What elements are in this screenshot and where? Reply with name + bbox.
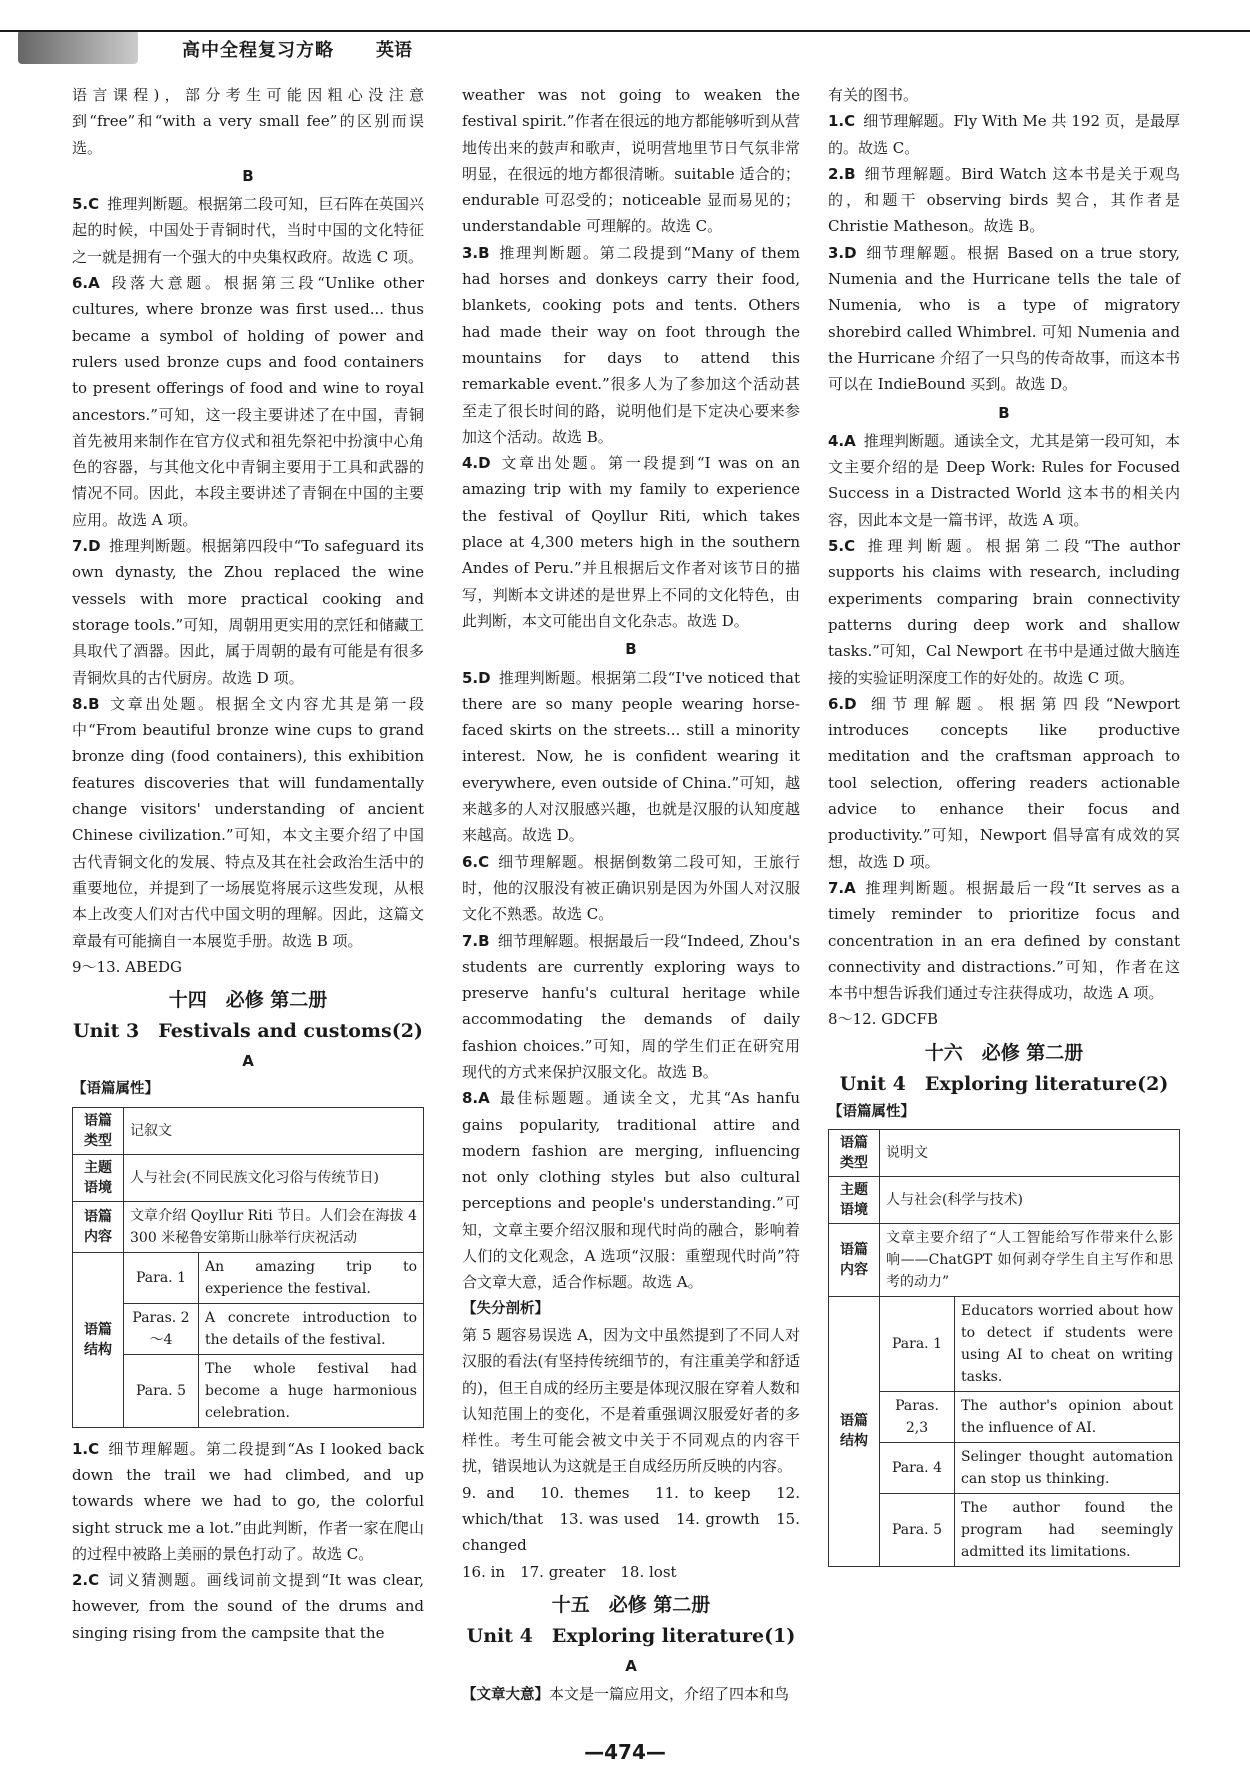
answer-explanation-item xyxy=(828,875,1180,1006)
explanation-text: 词义猜测题。画线词前文提到“It was clear, however, from the sound of the drums and singing rising from the campsite that the xyxy=(72,1571,424,1642)
explanation-text: 推理判断题。通读全文，尤其是第一段可知，本文主要介绍的是 Deep Work: Rules for Focused Success in a Distracted World 这本书的相关内容，因此本文是一篇书评，故选 A 项。 xyxy=(828,431,1180,529)
attribute-tag: 【语篇属性】 xyxy=(72,1081,159,1098)
table-key: 语篇类型 xyxy=(73,1107,124,1154)
question-number: 5. xyxy=(828,537,845,556)
explanation-text: 细节理解题。根据第四段“Newport introduces concepts like productive meditation and the craftsman approach to tool selection, offering readers actionable advice to enhance their focus and productivity.”可知，Newport 倡导富有成效的冥想，故选 D 项。 xyxy=(828,694,1180,871)
table-value: 人与社会(科学与技术) xyxy=(880,1176,1180,1223)
book-title: 高中全程复习方略 xyxy=(182,40,334,61)
explanation-text: 细节理解题。Fly With Me 共 192 页，是最厚的。故选 C。 xyxy=(828,112,1180,157)
answer-line: 16. in 17. greater 18. lost xyxy=(462,1562,677,1581)
explanation-text: 文章出处题。根据全文内容尤其是第一段中“From beautiful bronze wine cups to grand bronze ding (food containers), this exhibition features discoveries that will fundamentally change visitors' understanding of ancient Chinese civilization.”可知，本文主要介绍了中国古代青铜文化的发展、特点及其在社会政治生活中的重要地位，并提到了一场展览将展示这些发现，从根本上改变人们对古代中国文明的理解。因此，这篇文章最有可能摘自一本展览手册。故选 B 项。 xyxy=(72,694,424,950)
question-number: 2. xyxy=(828,164,845,183)
table-desc: The whole festival had become a huge harmonious celebration. xyxy=(199,1354,424,1427)
question-number: 6. xyxy=(828,694,845,713)
answer-letter: C xyxy=(88,1571,100,1590)
explanation-text: 细节理解题。Bird Watch 这本书是关于观鸟的，和题干 observing birds 契合，其作者是 Christie Matheson。故选 B。 xyxy=(828,164,1180,236)
explanation-text: 推理判断题。根据最后一段“It serves as a timely reminder to prioritize focus and concentration in an era defined by constant connectivity and distractions.”可知，作者在这本书中想告诉我们通过专注获得成功，故选 A 项。 xyxy=(828,878,1180,1003)
answer-letter: D xyxy=(844,243,857,262)
answer-letter: D xyxy=(844,694,857,713)
table-key: 语篇类型 xyxy=(829,1129,880,1176)
paragraph: 有关的图书。 xyxy=(828,86,919,104)
explanation-text: 细节理解题。根据倒数第二段可知，王旅行时，他的汉服没有被正确识别是因为外国人对汉服文化不熟悉。故选 C。 xyxy=(462,852,800,924)
answer-explanation-item xyxy=(72,533,424,691)
column-1 xyxy=(72,82,424,1646)
question-number: 6. xyxy=(462,852,479,871)
answer-explanation-item xyxy=(828,691,1180,875)
answer-letter: C xyxy=(478,852,490,871)
table-desc: Educators worried about how to detect if students were using AI to cheat on writing tasks. xyxy=(955,1296,1180,1391)
answer-explanation-item xyxy=(462,665,800,849)
answer-letter: C xyxy=(88,1439,100,1458)
explanation-text: 推理判断题。根据第二段可知，巨石阵在英国兴起的时候，中国处于青铜时代，当时中国的文化特征之一就是拥有一个强大的中央集权政府。故选 C 项。 xyxy=(72,195,424,266)
explanation-text: 最佳标题题。通读全文，尤其“As hanfu gains popularity, traditional attire and modern fashion are merging, influencing not only clothing styles but also cultural perceptions and people's understanding.”可知，文章主要介绍汉服和现代时尚的融合，影响着人们的文化观念，A 选项“汉服：重塑现代时尚”符合文章大意，适合作标题。故选 A。 xyxy=(462,1089,800,1292)
question-number: 1. xyxy=(72,1439,89,1458)
attribute-table xyxy=(72,1107,424,1428)
answer-explanation-item xyxy=(72,691,424,954)
question-number: 8. xyxy=(72,694,89,713)
explanation-text: 推理判断题。根据第二段“The author supports his claims with research, including experiments comparing brain connectivity patterns during deep work and shallow tasks.”可知，Cal Newport 在书中是通过做大脑连接的实验证明深度工作的好处的。故选 C 项。 xyxy=(828,537,1180,687)
book-logo-icon xyxy=(18,30,138,64)
answer-explanation-item xyxy=(462,1085,800,1295)
explanation-text: 细节理解题。第二段提到“As I looked back down the trail we had climbed, and up towards where we had to go, the colorful sight struck me a lot.”由此判断，作者一家在爬山的过程中被路上美丽的景色打动了。故选 C。 xyxy=(72,1439,424,1563)
question-number: 7. xyxy=(462,931,479,950)
table-value: 说明文 xyxy=(880,1129,1180,1176)
table-para: Para. 4 xyxy=(880,1442,955,1493)
answer-letter: B xyxy=(478,243,490,262)
answer-letter: B xyxy=(844,164,856,183)
answer-explanation-item xyxy=(828,161,1180,240)
unit-heading: Unit 3 Festivals and customs(2) xyxy=(73,1020,423,1043)
explanation-text: 推理判断题。第二段提到“Many of them had horses and donkeys carry their food, blankets, cooking pots and tents. Others had made their way on foot through the mountains for days to attend this remarkable event.”很多人为了参加这个活动甚至走了很长时间的路，说明他们是下定决心要来参加这个活动。故选 B。 xyxy=(462,243,800,446)
table-key: 主题语境 xyxy=(73,1154,124,1201)
answer-explanation-item xyxy=(462,849,800,928)
answer-line: 9～13. ABEDG xyxy=(72,957,182,976)
answer-letter: C xyxy=(844,537,856,556)
answer-letter: B xyxy=(478,931,490,950)
page-number: —474— xyxy=(584,1740,666,1764)
table-desc: A concrete introduction to the details of the festival. xyxy=(199,1303,424,1354)
question-number: 4. xyxy=(828,431,845,450)
explanation-text: 文章出处题。第一段提到“I was on an amazing trip with my family to experience the festival of Qoyllur Riti, which takes place at 4,300 meters high in the southern Andes of Peru.”并且根据后文作者对该节日的描写，判断本文讲述的是世界上不同的文化特色，由此判断，本文可能出自文化杂志。故选 D。 xyxy=(462,454,800,630)
table-key: 语篇内容 xyxy=(73,1201,124,1252)
page-header xyxy=(0,0,1250,62)
question-number: 3. xyxy=(462,243,479,262)
answer-letter: A xyxy=(844,878,856,897)
explanation-text: 细节理解题。根据 Based on a true story, Numenia and the Hurricane tells the tale of Numenia, who is a type of migratory shorebird called Whimbrel. 可知 Numenia and the Hurricane 介绍了一只鸟的传奇故事，而这本书可以在 IndieBound 买到。故选 D。 xyxy=(828,243,1180,394)
table-value: 记叙文 xyxy=(124,1107,424,1154)
section-heading: 十四 必修 第二册 xyxy=(168,989,328,1012)
question-number: 5. xyxy=(462,668,479,687)
passage-letter: B xyxy=(625,640,637,659)
main-idea-tag: 【文章大意】 xyxy=(462,1687,549,1704)
question-number: 7. xyxy=(828,878,845,897)
table-para: Paras. 2,3 xyxy=(880,1391,955,1442)
question-number: 7. xyxy=(72,537,89,556)
passage-letter: A xyxy=(625,1656,637,1675)
table-key: 语篇结构 xyxy=(73,1252,124,1427)
column-3 xyxy=(828,82,1180,1575)
passage-letter: B xyxy=(998,403,1010,422)
table-key: 主题语境 xyxy=(829,1176,880,1223)
attribute-table xyxy=(828,1129,1180,1567)
unit-heading: Unit 4 Exploring literature(2) xyxy=(839,1072,1169,1095)
answer-explanation-item xyxy=(828,428,1180,533)
table-desc: The author's opinion about the influence of AI. xyxy=(955,1391,1180,1442)
answer-explanation-item xyxy=(828,533,1180,691)
passage-letter: B xyxy=(242,166,254,185)
subject-label: 英语 xyxy=(376,40,412,61)
question-number: 4. xyxy=(462,454,479,473)
explanation-text: 推理判断题。根据第二段“I've noticed that there are so many people wearing horse-faced skirts on the streets... still a minority interest. Now, he is confident wearing it everywhere, even outside of China.”可知，越来越多的人对汉服感兴趣，也就是汉服的认知度越来越高。故选 D。 xyxy=(462,668,800,845)
table-para: Para. 5 xyxy=(880,1493,955,1566)
answer-line: 9. and 10. themes 11. to keep 12. which/that 13. was used 14. growth 15. changed xyxy=(462,1483,800,1555)
question-number: 8. xyxy=(462,1089,479,1108)
answer-explanation-item xyxy=(462,928,800,1086)
header-rule xyxy=(0,30,1250,32)
answer-letter: C xyxy=(88,195,100,214)
question-number: 2. xyxy=(72,1571,89,1590)
table-para: Para. 5 xyxy=(124,1354,199,1427)
question-number: 3. xyxy=(828,243,845,262)
explanation-text: 段落大意题。根据第三段“Unlike other cultures, where bronze was first used... thus became a symbol of holding of power and rulers used bronze cups and food containers to present offerings of food and wine to royal ancestors.”可知，这一段主要讲述了在中国，青铜首先被用来制作在官方仪式和祖先祭祀中扮演中心角色的容器，与其他文化中青铜主要用于工具和武器的情况不同。因此，本段主要讲述了青铜在中国的主要应用。故选 A 项。 xyxy=(72,274,424,529)
answer-explanation-item xyxy=(72,270,424,533)
answer-letter: A xyxy=(844,431,856,450)
section-heading: 十六 必修 第二册 xyxy=(924,1041,1084,1064)
answer-explanation-item xyxy=(828,108,1180,161)
answer-letter: D xyxy=(478,668,491,687)
attribute-tag: 【语篇属性】 xyxy=(828,1103,915,1120)
answer-letter: A xyxy=(88,274,100,293)
answer-explanation-item xyxy=(72,1436,424,1567)
answer-explanation-item xyxy=(72,1567,424,1646)
table-para: Para. 1 xyxy=(880,1296,955,1391)
paragraph: weather was not going to weaken the festival spirit.”作者在很远的地方都能够听到从营地传出来的鼓声和歌声，说明营地里节日气氛非常明显，在很远的地方都很清晰。suitable 适合的；endurable 可忍受的；noticeable 显而易见的；understandable 可理解的。故选 C。 xyxy=(462,86,800,236)
error-analysis-text: 第 5 题容易误选 A，因为文中虽然提到了不同人对汉服的看法(有坚持传统细节的，有注重美学和舒适的)，但王自成的经历主要是体现汉服在穿着人数和认知范围上的变化，不是着重强调汉服爱好者的多样性。考生可能会被文中关于不同观点的内容干扰，错误地认为这就是王自成经历所反映的内容。 xyxy=(462,1325,800,1476)
explanation-text: 细节理解题。根据最后一段“Indeed, Zhou's students are currently exploring ways to preserve hanfu's cultural heritage while accommodating the demands of daily fashion choices.”可知，周的学生们正在研究用现代的方式来保护汉服文化。故选 B。 xyxy=(462,931,800,1081)
table-value: 文章主要介绍了“人工智能给写作带来什么影响——ChatGPT 如何剥夺学生自主写作和思考的动力” xyxy=(880,1223,1180,1296)
table-value: 人与社会(不同民族文化习俗与传统节日) xyxy=(124,1154,424,1201)
question-number: 1. xyxy=(828,112,845,131)
column-2 xyxy=(462,82,800,1709)
table-desc: Selinger thought automation can stop us thinking. xyxy=(955,1442,1180,1493)
section-heading: 十五 必修 第二册 xyxy=(551,1593,711,1616)
answer-letter: B xyxy=(88,694,100,713)
main-idea-text: 本文是一篇应用文，介绍了四本和鸟 xyxy=(549,1685,790,1704)
table-key: 语篇内容 xyxy=(829,1223,880,1296)
answer-explanation-item xyxy=(462,240,800,450)
answer-explanation-item xyxy=(462,450,800,634)
table-para: Paras. 2～4 xyxy=(124,1303,199,1354)
table-value: 文章介绍 Qoyllur Riti 节日。人们会在海拔 4 300 米秘鲁安第斯山脉举行庆祝活动 xyxy=(124,1201,424,1252)
answer-letter: D xyxy=(478,454,491,473)
answer-explanation-item xyxy=(72,191,424,270)
error-analysis-tag: 【失分剖析】 xyxy=(462,1300,549,1317)
main-idea xyxy=(462,1681,800,1708)
table-para: Para. 1 xyxy=(124,1252,199,1303)
unit-heading: Unit 4 Exploring literature(1) xyxy=(466,1624,796,1647)
answer-line: 8～12. GDCFB xyxy=(828,1010,939,1029)
table-desc: The author found the program had seemingly admitted its limitations. xyxy=(955,1493,1180,1566)
answer-letter: D xyxy=(88,537,101,556)
explanation-text: 推理判断题。根据第四段中“To safeguard its own dynasty, the Zhou replaced the wine vessels with more practical cooking and storage tools.”可知，周朝用更实用的烹饪和储藏工具取代了酒器。因此，属于周朝的最有可能是有很多青铜炊具的古代厨房。故选 D 项。 xyxy=(72,537,424,687)
table-key: 语篇结构 xyxy=(829,1296,880,1566)
table-desc: An amazing trip to experience the festival. xyxy=(199,1252,424,1303)
answer-letter: A xyxy=(478,1089,490,1108)
passage-letter: A xyxy=(242,1052,254,1071)
question-number: 5. xyxy=(72,195,89,214)
answer-letter: C xyxy=(844,112,856,131)
answer-explanation-item xyxy=(828,240,1180,398)
paragraph: 语言课程)，部分考生可能因粗心没注意到“free”和“with a very small fee”的区别而误选。 xyxy=(72,86,424,157)
question-number: 6. xyxy=(72,274,89,293)
